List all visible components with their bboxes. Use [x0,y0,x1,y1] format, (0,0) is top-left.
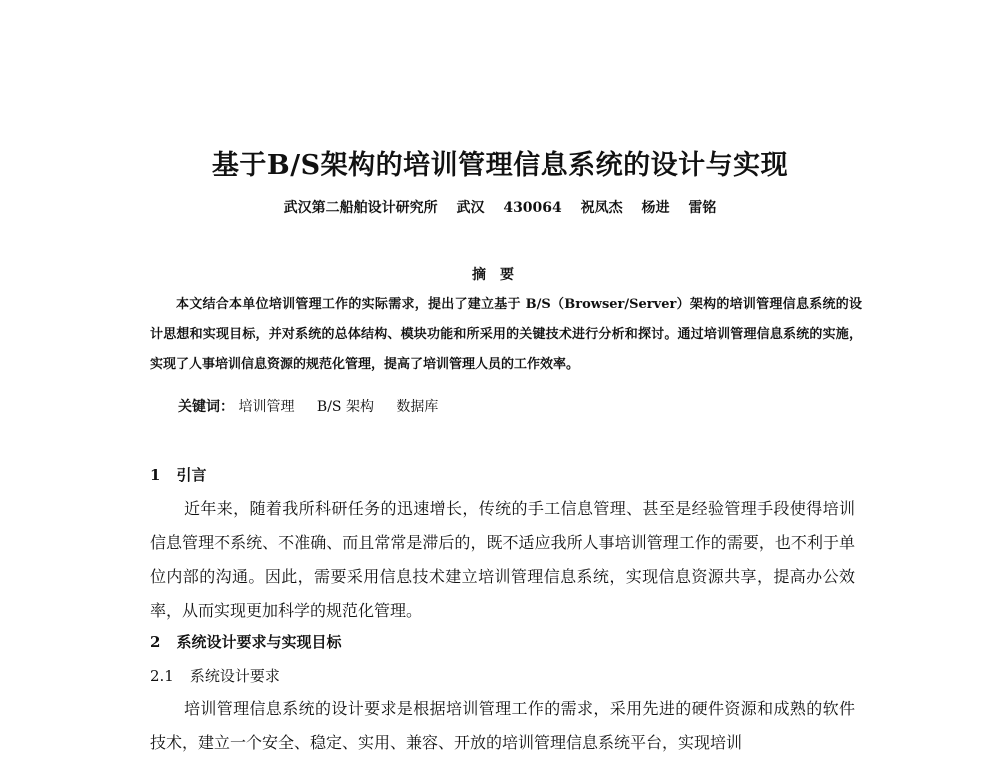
section-heading [150,464,206,485]
paper-title: 基于B/S架构的培训管理信息系统的设计与实现 [211,150,789,181]
abstract-body: 本文结合本单位培训管理工作的实际需求，提出了建立基于 B/S（Browser/Server）架构的培训管理信息系统的设计思想和实现目标，并对系统的总体结构、模块功能和所采用的关键技术进行分析和探讨。通过培训管理信息系统的实施，实现了人事培训信息资源的规范化管理，提高了培训管理人员的工作效率。 [150,297,862,372]
author-name: 祝凤杰 [580,200,623,216]
keywords-label: 关键词： [178,399,234,415]
abstract-heading: 摘要 [472,267,528,283]
subsection-number: 2.1 [150,667,174,685]
city-name: 武汉 [456,200,485,216]
postcode: 430064 [503,200,562,216]
subsection-paragraph: 培训管理信息系统的设计要求是根据培训管理工作的需求，采用先进的硬件资源和成熟的软件技术，建立一个安全、稳定、实用、兼容、开放的培训管理信息系统平台，实现培训 [150,699,855,752]
keyword: B/S 架构 [316,399,374,415]
subsection-title: 系统设计要求 [189,667,280,685]
keywords-line [178,396,456,416]
section-number: 2 [150,633,161,651]
section-paragraph: 近年来，随着我所科研任务的迅速增长，传统的手工信息管理、甚至是经验管理手段使得培训信息管理不系统、不准确、而且常常是滞后的，既不适应我所人事培训管理工作的需要，也不利于单位内部的沟通。因此，需要采用信息技术建立培训管理信息系统，实现信息资源共享，提高办公效率，从而实现更加科学的规范化管理。 [150,499,855,620]
affiliation-line [0,197,1000,217]
keyword: 培训管理 [238,399,295,415]
institute-name: 武汉第二船舶设计研究所 [283,200,438,216]
keyword: 数据库 [396,399,439,415]
section-title: 引言 [176,466,207,484]
author-name: 雷铭 [688,200,717,216]
subsection-heading [150,665,280,686]
section-heading [150,631,341,652]
section-title: 系统设计要求与实现目标 [176,633,342,651]
section-number: 1 [150,466,161,484]
author-name: 杨进 [641,200,670,216]
